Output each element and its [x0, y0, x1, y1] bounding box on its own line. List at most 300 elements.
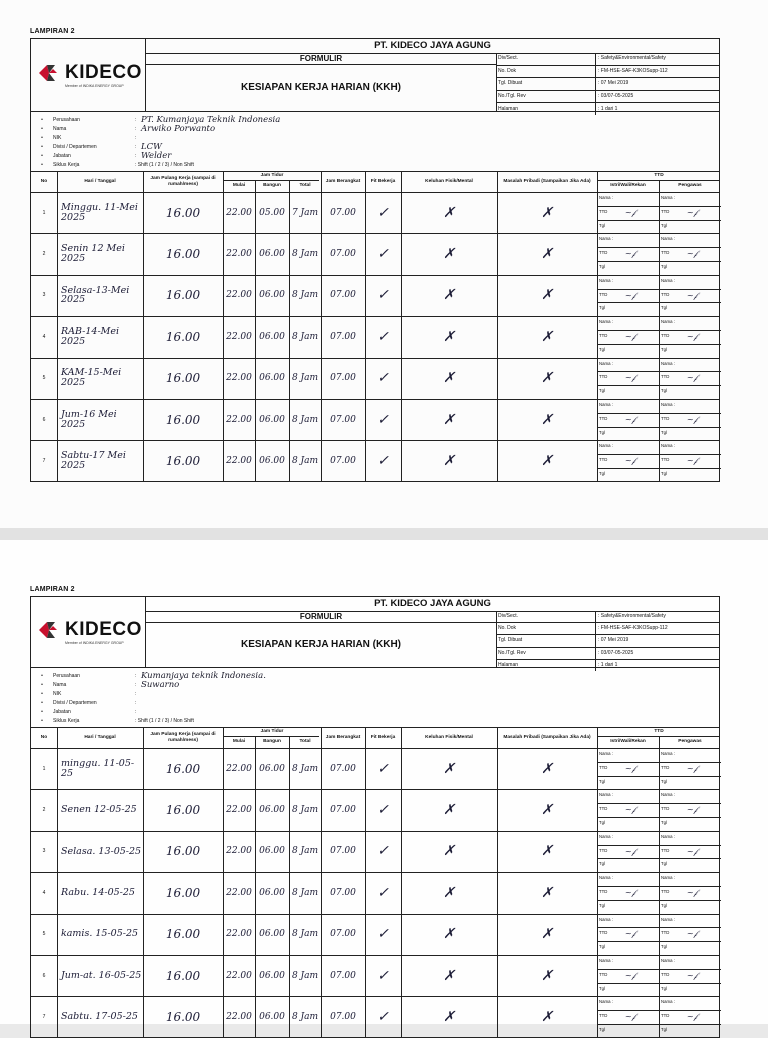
signature-scribble: ~𝒻 [624, 846, 636, 856]
keluhan-mark: ✗ [443, 287, 455, 304]
ttd-istri-cell [597, 275, 659, 316]
row-number: 2 [42, 807, 46, 814]
meta-key: No. Dok [496, 623, 596, 634]
ttd-istri-cell [597, 316, 659, 357]
masalah-mark: ✗ [541, 246, 553, 263]
meta-row [496, 53, 719, 66]
header-masalah: Masalah Pribadi (Sampaikan Jika Ada) [503, 179, 591, 185]
masalah-mark: ✗ [541, 843, 553, 860]
info-label: Jabatan [53, 153, 71, 159]
ttd-line [597, 220, 659, 221]
info-colon: : [135, 144, 137, 150]
jam-bangun-value: 06.00 [259, 805, 285, 816]
ttd-line [659, 900, 721, 901]
ttd-istri-cell [597, 872, 659, 913]
bullet: • [41, 673, 43, 679]
row-number: 3 [42, 292, 46, 299]
jam-berangkat-value: 07.00 [330, 805, 356, 816]
jam-pulang-value: 16.00 [165, 412, 201, 427]
lampiran-label: LAMPIRAN 2 [30, 28, 75, 35]
jam-mulai-value: 22.00 [226, 1012, 252, 1023]
doc-meta [496, 611, 719, 667]
header-ttd: TTD [654, 729, 664, 735]
signature-scribble: ~𝒻 [624, 249, 636, 259]
jam-total-value: 8 Jam [291, 929, 319, 940]
ttd-ttd-label: TTD [599, 971, 608, 977]
table-row [31, 399, 721, 440]
signature-scribble: ~𝒻 [686, 887, 698, 897]
ttd-istri-cell [597, 748, 659, 789]
signature-scribble: ~𝒻 [686, 805, 698, 815]
ttd-ttd-label: TTD [599, 332, 608, 338]
signature-scribble: ~𝒻 [624, 970, 636, 980]
masalah-mark: ✗ [541, 287, 553, 304]
ttd-nama-label: Nama : [661, 833, 675, 839]
hari-tanggal-value: Sabtu-17 Mei 2025 [61, 450, 126, 472]
signature-scribble: ~𝒻 [624, 414, 636, 424]
kkh-table [30, 172, 720, 482]
ttd-tgl-label: Tgl [661, 1026, 667, 1032]
ttd-line [597, 413, 659, 414]
ttd-nama-label: Nama : [661, 195, 675, 200]
ttd-tgl-label: Tgl [599, 470, 605, 476]
hari-tanggal-value: KAM-15-Mei 2025 [61, 367, 122, 389]
meta-key: Div/Sect. [496, 611, 596, 622]
ttd-ttd-label: TTD [599, 806, 608, 812]
bullet: • [41, 682, 43, 688]
info-colon: : [135, 709, 137, 715]
ttd-line [659, 941, 721, 942]
ttd-ttd-label: TTD [661, 930, 670, 936]
ttd-istri-cell [597, 914, 659, 955]
ttd-istri-cell [597, 831, 659, 872]
info-row [31, 125, 719, 133]
ttd-line [659, 1010, 721, 1011]
meta-value: : 1 dari 1 [598, 661, 618, 668]
meta-row [496, 91, 719, 104]
ttd-line [659, 344, 721, 345]
fit-bekerja-mark: ✓ [377, 760, 389, 777]
jam-berangkat-value: 07.00 [330, 373, 356, 384]
employee-info [30, 668, 720, 728]
ttd-ttd-label: TTD [661, 415, 670, 421]
ttd-line [597, 817, 659, 818]
ttd-nama-label: Nama : [599, 277, 613, 283]
ttd-ttd-label: TTD [661, 888, 670, 894]
ttd-ttd-label: TTD [599, 888, 608, 894]
meta-value: : 1 dari 1 [598, 105, 618, 112]
jam-bangun-value: 06.00 [259, 249, 285, 260]
signature-scribble: ~𝒻 [624, 290, 636, 300]
hari-tanggal-value: Selasa. 13-05-25 [61, 845, 142, 857]
signature-scribble: ~𝒻 [686, 1012, 698, 1022]
hari-tanggal-value: Jum-at. 16-05-25 [61, 969, 142, 981]
kkh-table [30, 728, 720, 1038]
row-number: 3 [42, 848, 46, 855]
meta-key: Tgl. Dibuat [496, 78, 596, 90]
jam-bangun-value: 06.00 [259, 887, 285, 898]
ttd-ttd-label: TTD [661, 332, 670, 338]
ttd-istri-cell [597, 440, 659, 481]
meta-value: : Safety&Environmental/Safety [598, 613, 666, 620]
ttd-line [659, 845, 721, 846]
ttd-nama-label: Nama : [599, 443, 613, 449]
ttd-line [597, 941, 659, 942]
keluhan-mark: ✗ [443, 967, 455, 984]
ttd-ttd-label: TTD [661, 208, 670, 214]
info-value: Suwarno [141, 680, 180, 690]
jam-bangun-value: 05.00 [259, 207, 285, 218]
ttd-nama-label: Nama : [661, 999, 675, 1005]
ttd-line [597, 845, 659, 846]
jam-mulai-value: 22.00 [226, 846, 252, 857]
jam-pulang-value: 16.00 [165, 371, 201, 386]
meta-row [496, 623, 719, 635]
bullet: • [41, 126, 43, 132]
hari-tanggal-value: Sabtu. 17-05-25 [61, 1011, 138, 1023]
ttd-pengawas-cell [659, 440, 721, 481]
ttd-ttd-label: TTD [661, 806, 670, 812]
employee-info [30, 112, 720, 172]
header-jam-berangkat: Jam Berangkat [325, 735, 361, 741]
kideco-logo-icon [37, 63, 61, 83]
header-mulai: Mulai [232, 739, 246, 745]
header-keluhan: Keluhan Fisik/Mental [425, 735, 473, 741]
jam-mulai-value: 22.00 [226, 456, 252, 467]
meta-row [496, 648, 719, 660]
ttd-line [597, 762, 659, 763]
table-row [31, 233, 721, 274]
ttd-line [659, 983, 721, 984]
ttd-tgl-label: Tgl [599, 819, 605, 825]
ttd-istri-cell [597, 996, 659, 1037]
ttd-line [597, 371, 659, 372]
jam-pulang-value: 16.00 [165, 1010, 201, 1025]
info-value: Arwiko Porwanto [141, 124, 216, 134]
row-number: 2 [42, 251, 46, 258]
keluhan-mark: ✗ [443, 884, 455, 901]
fit-bekerja-mark: ✓ [377, 411, 389, 428]
bullet: • [41, 117, 43, 123]
fit-bekerja-mark: ✓ [377, 204, 389, 221]
ttd-line [659, 1024, 721, 1025]
jam-bangun-value: 06.00 [259, 373, 285, 384]
ttd-line [659, 413, 721, 414]
info-label: Jabatan [53, 709, 71, 715]
row-number: 6 [42, 972, 46, 979]
table-row [31, 440, 721, 481]
ttd-line [659, 261, 721, 262]
info-label: Divisi / Departemen [53, 144, 97, 150]
signature-scribble: ~𝒻 [686, 970, 698, 980]
fit-bekerja-mark: ✓ [377, 453, 389, 470]
jam-pulang-value: 16.00 [165, 968, 201, 983]
jam-mulai-value: 22.00 [226, 249, 252, 260]
company-name: PT. KIDECO JAYA AGUNG [146, 597, 719, 612]
jam-mulai-value: 22.00 [226, 331, 252, 342]
ttd-pengawas-cell [659, 233, 721, 274]
ttd-tgl-label: Tgl [661, 819, 667, 825]
ttd-line [659, 803, 721, 804]
ttd-line [659, 454, 721, 455]
ttd-line [659, 927, 721, 928]
row-number: 1 [42, 209, 46, 216]
info-label: Perusahaan [53, 117, 80, 123]
hari-tanggal-value: RAB-14-Mei 2025 [61, 325, 120, 347]
ttd-tgl-label: Tgl [661, 346, 667, 352]
header-masalah: Masalah Pribadi (Sampaikan Jika Ada) [503, 735, 591, 741]
ttd-line [659, 247, 721, 248]
info-label: Nama [53, 682, 67, 688]
bullet: • [41, 162, 43, 168]
hari-tanggal-value: Rabu. 14-05-25 [61, 886, 135, 898]
ttd-nama-label: Nama : [599, 958, 613, 963]
info-colon: : [135, 126, 137, 132]
info-colon: : [135, 673, 137, 679]
ttd-ttd-label: TTD [599, 764, 608, 770]
doc-meta [496, 53, 719, 111]
signature-scribble: ~𝒻 [686, 249, 698, 259]
logo-subtitle: Member of INDIKA ENERGY GROUP [65, 641, 124, 645]
ttd-line [659, 289, 721, 290]
jam-total-value: 8 Jam [291, 249, 319, 260]
meta-key: Div/Sect. [496, 53, 596, 65]
table-row [31, 358, 721, 399]
ttd-line [597, 206, 659, 207]
ttd-nama-label: Nama : [661, 751, 675, 756]
ttd-tgl-label: Tgl [599, 861, 605, 867]
ttd-tgl-label: Tgl [661, 778, 667, 784]
info-colon: : [135, 682, 137, 688]
ttd-ttd-label: TTD [599, 847, 608, 853]
ttd-nama-label: Nama : [599, 833, 613, 839]
info-label: Siklus Kerja [53, 162, 80, 168]
ttd-tgl-label: Tgl [599, 222, 605, 228]
ttd-line [597, 983, 659, 984]
ttd-nama-label: Nama : [599, 319, 613, 325]
ttd-line [659, 371, 721, 372]
jam-pulang-value: 16.00 [165, 844, 201, 859]
info-row [31, 708, 719, 716]
jam-total-value: 8 Jam [291, 414, 319, 425]
info-row [31, 690, 719, 698]
header-istri-wali-rekan: Istri/Wali/Rekan [610, 183, 646, 189]
row-number: 7 [42, 1014, 46, 1021]
ttd-istri-cell [597, 955, 659, 996]
ttd-ttd-label: TTD [599, 250, 608, 256]
table-row [31, 872, 721, 913]
ttd-nama-label: Nama : [599, 999, 613, 1005]
ttd-tgl-label: Tgl [599, 429, 605, 435]
ttd-tgl-label: Tgl [599, 902, 605, 908]
ttd-line [659, 776, 721, 777]
jam-berangkat-value: 07.00 [330, 331, 356, 342]
jam-pulang-value: 16.00 [165, 288, 201, 303]
jam-bangun-value: 06.00 [259, 331, 285, 342]
jam-total-value: 7 Jam [291, 207, 319, 218]
kideco-logo [31, 597, 146, 667]
jam-total-value: 8 Jam [291, 970, 319, 981]
jam-total-value: 8 Jam [291, 290, 319, 301]
logo-text: KIDECO [65, 619, 142, 640]
table-row [31, 914, 721, 955]
ttd-istri-cell [597, 399, 659, 440]
row-number: 7 [42, 458, 46, 465]
ttd-tgl-label: Tgl [661, 429, 667, 435]
meta-row [496, 66, 719, 79]
jam-bangun-value: 06.00 [259, 1012, 285, 1023]
ttd-tgl-label: Tgl [661, 305, 667, 311]
info-label: Divisi / Departemen [53, 700, 97, 706]
keluhan-mark: ✗ [443, 246, 455, 263]
ttd-tgl-label: Tgl [599, 388, 605, 394]
signature-scribble: ~𝒻 [686, 414, 698, 424]
info-value: PT. Kumanjaya Teknik Indonesia [141, 115, 281, 125]
ttd-line [597, 330, 659, 331]
jam-berangkat-value: 07.00 [330, 207, 356, 218]
ttd-istri-cell [597, 789, 659, 830]
meta-value: : 07 Mei 2019 [598, 80, 629, 87]
jam-mulai-value: 22.00 [226, 373, 252, 384]
ttd-nama-label: Nama : [661, 792, 675, 798]
jam-pulang-value: 16.00 [165, 803, 201, 818]
info-row [31, 134, 719, 142]
ttd-line [597, 385, 659, 386]
info-row [31, 672, 719, 680]
ttd-line [659, 969, 721, 970]
jam-pulang-value: 16.00 [165, 247, 201, 262]
jam-total-value: 8 Jam [291, 763, 319, 774]
ttd-pengawas-cell [659, 275, 721, 316]
ttd-ttd-label: TTD [661, 457, 670, 463]
ttd-line [659, 220, 721, 221]
hari-tanggal-value: Minggu. 11-Mei 2025 [61, 201, 138, 223]
meta-key: Halaman [496, 660, 596, 671]
ttd-nama-label: Nama : [599, 360, 613, 366]
ttd-ttd-label: TTD [599, 374, 608, 380]
jam-berangkat-value: 07.00 [330, 763, 356, 774]
header-hari-tanggal: Hari / Tanggal [84, 735, 116, 741]
ttd-ttd-label: TTD [661, 291, 670, 297]
ttd-tgl-label: Tgl [661, 470, 667, 476]
ttd-tgl-label: Tgl [599, 305, 605, 311]
meta-key: No./Tgl. Rev [496, 648, 596, 659]
page-gap [0, 528, 768, 540]
jam-berangkat-value: 07.00 [330, 249, 356, 260]
header-istri-wali-rekan: Istri/Wali/Rekan [610, 739, 646, 745]
masalah-mark: ✗ [541, 411, 553, 428]
row-number: 5 [42, 375, 46, 382]
keluhan-mark: ✗ [443, 453, 455, 470]
ttd-line [659, 302, 721, 303]
header-bangun: Bangun [263, 739, 281, 745]
ttd-ttd-label: TTD [599, 1013, 608, 1019]
signature-scribble: ~𝒻 [624, 887, 636, 897]
ttd-line [597, 247, 659, 248]
ttd-istri-cell [597, 192, 659, 233]
bullet: • [41, 691, 43, 697]
ttd-line [597, 344, 659, 345]
jam-total-value: 8 Jam [291, 846, 319, 857]
signature-scribble: ~𝒻 [686, 456, 698, 466]
form-title: KESIAPAN KERJA HARIAN (KKH) [146, 622, 497, 667]
signature-scribble: ~𝒻 [624, 373, 636, 383]
signature-scribble: ~𝒻 [686, 207, 698, 217]
header-jam-pulang: Jam Pulang Kerja (sampai di rumah/mess) [150, 176, 216, 187]
kideco-logo-icon [37, 620, 61, 640]
ttd-ttd-label: TTD [661, 250, 670, 256]
jam-berangkat-value: 07.00 [330, 846, 356, 857]
ttd-pengawas-cell [659, 748, 721, 789]
header-no: No [40, 735, 48, 741]
jam-total-value: 8 Jam [291, 1012, 319, 1023]
keluhan-mark: ✗ [443, 411, 455, 428]
info-value: Kumanjaya teknik Indonesia. [141, 671, 266, 681]
ttd-ttd-label: TTD [599, 415, 608, 421]
signature-scribble: ~𝒻 [624, 763, 636, 773]
header-fit-bekerja: Fit Bekerja [370, 735, 396, 741]
table-row [31, 955, 721, 996]
signature-scribble: ~𝒻 [686, 763, 698, 773]
info-colon: : [135, 135, 137, 141]
signature-scribble: ~𝒻 [624, 331, 636, 341]
header-no: No [40, 179, 48, 185]
hari-tanggal-value: kamis. 15-05-25 [61, 928, 139, 940]
ttd-line [597, 803, 659, 804]
ttd-ttd-label: TTD [599, 930, 608, 936]
info-row [31, 143, 719, 151]
kideco-logo [31, 39, 146, 111]
fit-bekerja-mark: ✓ [377, 802, 389, 819]
bullet: • [41, 135, 43, 141]
jam-mulai-value: 22.00 [226, 207, 252, 218]
jam-bangun-value: 06.00 [259, 290, 285, 301]
jam-total-value: 8 Jam [291, 331, 319, 342]
ttd-ttd-label: TTD [661, 764, 670, 770]
ttd-line [597, 900, 659, 901]
info-colon: : [135, 117, 137, 123]
meta-value: : FM-HSE-SAF-K3KOSupp-112 [598, 625, 668, 632]
row-number: 5 [42, 931, 46, 938]
keluhan-mark: ✗ [443, 843, 455, 860]
signature-scribble: ~𝒻 [624, 207, 636, 217]
fit-bekerja-mark: ✓ [377, 843, 389, 860]
logo-subtitle: Member of INDIKA ENERGY GROUP [65, 84, 124, 88]
ttd-tgl-label: Tgl [661, 263, 667, 269]
masalah-mark: ✗ [541, 328, 553, 345]
ttd-ttd-label: TTD [661, 1013, 670, 1019]
header-bangun: Bangun [263, 183, 281, 189]
keluhan-mark: ✗ [443, 760, 455, 777]
row-number: 4 [42, 333, 46, 340]
ttd-istri-cell [597, 233, 659, 274]
ttd-line [597, 302, 659, 303]
info-value: : Shift (1 / 2 / 3) / Non Shift [135, 162, 194, 168]
info-row [31, 116, 719, 124]
jam-mulai-value: 22.00 [226, 290, 252, 301]
ttd-ttd-label: TTD [599, 208, 608, 214]
ttd-tgl-label: Tgl [599, 1026, 605, 1032]
keluhan-mark: ✗ [443, 802, 455, 819]
jam-total-value: 8 Jam [291, 805, 319, 816]
ttd-line [597, 858, 659, 859]
fit-bekerja-mark: ✓ [377, 967, 389, 984]
masalah-mark: ✗ [541, 802, 553, 819]
table-row [31, 831, 721, 872]
info-value: LCW [141, 142, 162, 152]
header-jam-berangkat: Jam Berangkat [325, 179, 361, 185]
keluhan-mark: ✗ [443, 328, 455, 345]
